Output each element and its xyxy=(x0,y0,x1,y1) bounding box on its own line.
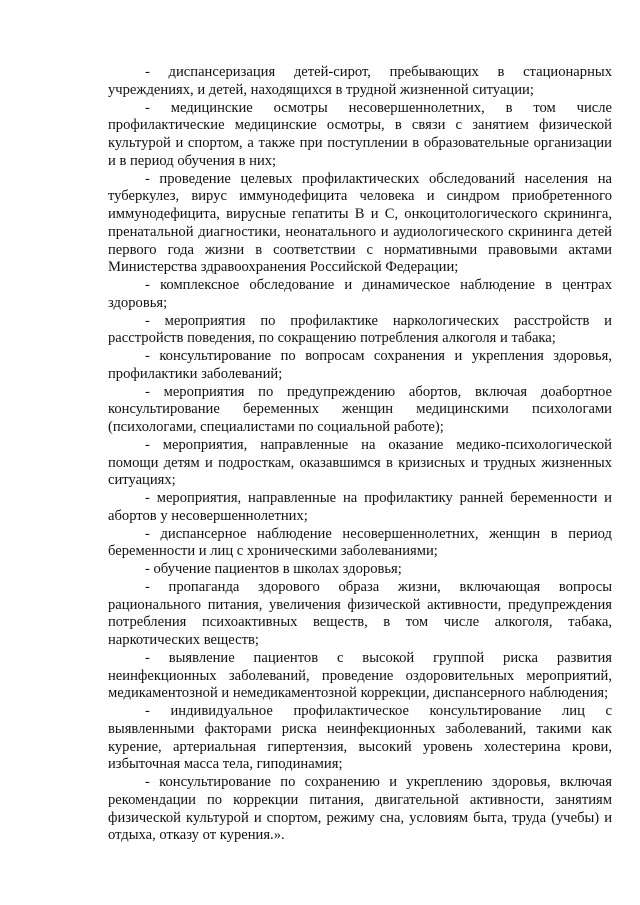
paragraph: - консультирование по вопросам сохранения и укрепления здоровья, профилактики заболеваний; xyxy=(108,348,612,382)
paragraph: - индивидуальное профилактическое консультирование лиц с выявленными факторами риска неинфекционных заболеваний, такими как курение, артериальная гипертензия, высокий уровень холестерина крови, избыточная масса тела, гиподинамия; xyxy=(108,703,612,773)
paragraph: - медицинские осмотры несовершеннолетних, в том числе профилактические медицинские осмотры, в связи с занятием физической культурой и спортом, а также при поступлении в образовательные организации и в период обучения в них; xyxy=(108,99,612,169)
paragraph: - мероприятия по профилактике наркологических расстройств и расстройств поведения, по сокращению потребления алкоголя и табака; xyxy=(108,312,612,347)
document-page xyxy=(108,64,612,845)
paragraph: - обучение пациентов в школах здоровья; xyxy=(145,561,402,577)
paragraph: - выявление пациентов с высокой группой риска развития неинфекционных заболеваний, проведение оздоровительных мероприятий, медикаментозной и немедикаментозной коррекции, диспансерного наблюдения; xyxy=(108,649,612,702)
paragraph: - диспансеризация детей-сирот, пребывающих в стационарных учреждениях, и детей, находящихся в трудной жизненной ситуации; xyxy=(108,64,612,98)
paragraph: - диспансерное наблюдение несовершеннолетних, женщин в период беременности и лиц с хроническими заболеваниями; xyxy=(108,525,612,560)
paragraph: - мероприятия по предупреждению абортов, включая доабортное консультирование беременных женщин медицинскими психологами (психологами, специалистами по социальной работе); xyxy=(108,383,612,435)
paragraph: - комплексное обследование и динамическое наблюдение в центрах здоровья; xyxy=(108,277,612,311)
paragraph: - мероприятия, направленные на оказание медико-психологической помощи детям и подросткам, оказавшимся в кризисных и трудных жизненных ситуациях; xyxy=(108,436,612,489)
paragraph: - консультирование по сохранению и укреплению здоровья, включая рекомендации по коррекции питания, двигательной активности, занятиям физической культурой и спортом, режиму сна, условиям быта, труда (учебы) и отдыха, отказу от курения.». xyxy=(108,774,612,844)
paragraph: - пропаганда здорового образа жизни, включающая вопросы рационального питания, увеличения физической активности, предупреждения потребления психоактивных веществ, в том числе алкоголя, табака, наркотических веществ; xyxy=(108,578,612,648)
paragraph: - проведение целевых профилактических обследований населения на туберкулез, вирус иммунодефицита человека и синдром приобретенного иммунодефицита, вирусные гепатиты В и С, онкоцитологического скрининга, пренатальной диагностики, неонатального и аудиологического скрининга детей первого года жизни в соответствии с нормативными правовыми актами Министерства здравоохранения Российской Федерации; xyxy=(108,170,612,276)
paragraph: - мероприятия, направленные на профилактику ранней беременности и абортов у несовершеннолетних; xyxy=(108,490,612,524)
